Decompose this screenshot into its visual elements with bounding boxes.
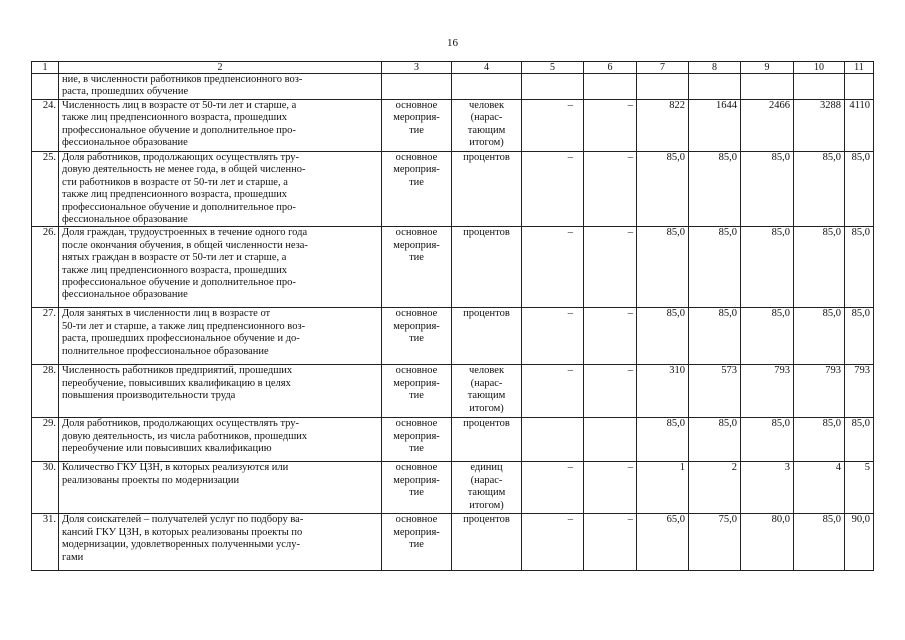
empty-cell	[452, 74, 522, 100]
continuation-text: ние, в численности работников предпенсионного воз- раста, прошедших обучение	[59, 74, 382, 100]
value-c11: 793	[845, 365, 874, 418]
value-c10: 85,0	[794, 152, 845, 227]
value-col6	[584, 418, 637, 462]
value-c10: 793	[794, 365, 845, 418]
table-row	[32, 152, 874, 227]
table-row	[32, 100, 874, 152]
indicator-name: Численность лиц в возрасте от 50-ти лет и старше, а также лиц предпенсионного возраста, прошедших профессиональное обучение и дополнительное про- фессиональное образование	[59, 100, 382, 152]
value-c7: 85,0	[637, 227, 689, 308]
value-col5: –	[522, 514, 584, 571]
value-col5: –	[522, 227, 584, 308]
indicator-name: Доля работников, продолжающих осуществлять тру- довую деятельность, из числа работников, прошедших переобучение или повысивших квалификацию	[59, 418, 382, 462]
value-c9: 85,0	[741, 308, 794, 365]
value-c7: 1	[637, 462, 689, 514]
value-c8: 1644	[689, 100, 741, 152]
indicator-name: Доля граждан, трудоустроенных в течение одного года после окончания обучения, в общей численности неза- нятых граждан в возрасте от 50-ти лет и старше, а также лиц предпенсионного возраста, прошедших профессиональное обучение и дополнительное про- фессиональное образование	[59, 227, 382, 308]
unit-of-measure: единиц (нарас- тающим итогом)	[452, 462, 522, 514]
table-row	[32, 418, 874, 462]
value-col6: –	[584, 365, 637, 418]
table-row-continuation	[32, 74, 874, 100]
value-c8: 2	[689, 462, 741, 514]
table-row	[32, 365, 874, 418]
row-number: 30.	[32, 462, 59, 514]
row-number: 27.	[32, 308, 59, 365]
row-number: 26.	[32, 227, 59, 308]
value-col6: –	[584, 227, 637, 308]
column-header: 8	[689, 62, 741, 74]
column-header: 4	[452, 62, 522, 74]
value-c9: 85,0	[741, 227, 794, 308]
unit-of-measure: человек (нарас- тающим итогом)	[452, 365, 522, 418]
value-c8: 85,0	[689, 152, 741, 227]
event-type: основное мероприя- тие	[382, 514, 452, 571]
value-c11: 85,0	[845, 308, 874, 365]
value-c8: 85,0	[689, 418, 741, 462]
value-col5: –	[522, 462, 584, 514]
value-c9: 80,0	[741, 514, 794, 571]
value-col6: –	[584, 100, 637, 152]
value-col6: –	[584, 514, 637, 571]
value-c9: 85,0	[741, 418, 794, 462]
unit-of-measure: процентов	[452, 418, 522, 462]
value-c7: 822	[637, 100, 689, 152]
value-c7: 65,0	[637, 514, 689, 571]
value-c11: 85,0	[845, 418, 874, 462]
table-header-row	[32, 62, 874, 74]
column-header: 6	[584, 62, 637, 74]
value-c10: 3288	[794, 100, 845, 152]
value-c7: 310	[637, 365, 689, 418]
column-header: 9	[741, 62, 794, 74]
table-row	[32, 227, 874, 308]
value-col5: –	[522, 100, 584, 152]
column-header: 11	[845, 62, 874, 74]
value-c8: 75,0	[689, 514, 741, 571]
value-c10: 85,0	[794, 308, 845, 365]
page-number: 16	[447, 37, 458, 49]
value-c11: 4110	[845, 100, 874, 152]
value-c7: 85,0	[637, 418, 689, 462]
value-c9: 3	[741, 462, 794, 514]
event-type: основное мероприя- тие	[382, 227, 452, 308]
value-c11: 85,0	[845, 152, 874, 227]
event-type: основное мероприя- тие	[382, 152, 452, 227]
row-number: 25.	[32, 152, 59, 227]
event-type: основное мероприя- тие	[382, 308, 452, 365]
table-row	[32, 462, 874, 514]
value-c10: 85,0	[794, 418, 845, 462]
unit-of-measure: процентов	[452, 152, 522, 227]
column-header: 7	[637, 62, 689, 74]
value-c8: 573	[689, 365, 741, 418]
value-col5: –	[522, 365, 584, 418]
value-c9: 2466	[741, 100, 794, 152]
indicator-name: Численность работников предприятий, прошедших переобучение, повысивших квалификацию в целях повышения производительности труда	[59, 365, 382, 418]
column-header: 3	[382, 62, 452, 74]
value-c11: 85,0	[845, 227, 874, 308]
value-col6: –	[584, 152, 637, 227]
empty-cell	[637, 74, 689, 100]
value-c10: 85,0	[794, 514, 845, 571]
row-number: 24.	[32, 100, 59, 152]
value-col6: –	[584, 462, 637, 514]
empty-cell	[382, 74, 452, 100]
empty-cell	[522, 74, 584, 100]
indicator-name: Доля соискателей – получателей услуг по подбору ва- кансий ГКУ ЦЗН, в которых реализованы проекты по модернизации, удовлетворенных полученными услу- гами	[59, 514, 382, 571]
value-c9: 85,0	[741, 152, 794, 227]
value-c8: 85,0	[689, 308, 741, 365]
empty-cell	[584, 74, 637, 100]
event-type: основное мероприя- тие	[382, 418, 452, 462]
value-c8: 85,0	[689, 227, 741, 308]
event-type: основное мероприя- тие	[382, 100, 452, 152]
value-col5: –	[522, 152, 584, 227]
row-number: 31.	[32, 514, 59, 571]
empty-cell	[741, 74, 794, 100]
table-row	[32, 514, 874, 571]
table-row	[32, 308, 874, 365]
value-c9: 793	[741, 365, 794, 418]
value-col5: –	[522, 308, 584, 365]
empty-cell	[794, 74, 845, 100]
column-header: 2	[59, 62, 382, 74]
value-c10: 85,0	[794, 227, 845, 308]
value-c7: 85,0	[637, 152, 689, 227]
unit-of-measure: процентов	[452, 227, 522, 308]
column-header: 1	[32, 62, 59, 74]
value-c10: 4	[794, 462, 845, 514]
indicators-table	[31, 61, 874, 571]
value-c7: 85,0	[637, 308, 689, 365]
empty-cell	[689, 74, 741, 100]
empty-cell	[845, 74, 874, 100]
value-col5	[522, 418, 584, 462]
unit-of-measure: процентов	[452, 514, 522, 571]
value-col6: –	[584, 308, 637, 365]
row-number: 28.	[32, 365, 59, 418]
unit-of-measure: процентов	[452, 308, 522, 365]
empty-cell	[32, 74, 59, 100]
event-type: основное мероприя- тие	[382, 462, 452, 514]
indicator-name: Доля занятых в численности лиц в возрасте от 50-ти лет и старше, а также лиц предпенсионного воз- раста, прошедших профессиональное обучение и до- полнительное профессиональное образование	[59, 308, 382, 365]
value-c11: 5	[845, 462, 874, 514]
column-header: 10	[794, 62, 845, 74]
indicator-name: Количество ГКУ ЦЗН, в которых реализуются или реализованы проекты по модернизации	[59, 462, 382, 514]
column-header: 5	[522, 62, 584, 74]
unit-of-measure: человек (нарас- тающим итогом)	[452, 100, 522, 152]
event-type: основное мероприя- тие	[382, 365, 452, 418]
value-c11: 90,0	[845, 514, 874, 571]
indicator-name: Доля работников, продолжающих осуществлять тру- довую деятельность не менее года, в общей численно- сти работников в возрасте от 50-ти лет и старше, а также лиц предпенсионного возраста, прошедших профессиональное обучение и дополнительное про- фессиональное образование	[59, 152, 382, 227]
row-number: 29.	[32, 418, 59, 462]
